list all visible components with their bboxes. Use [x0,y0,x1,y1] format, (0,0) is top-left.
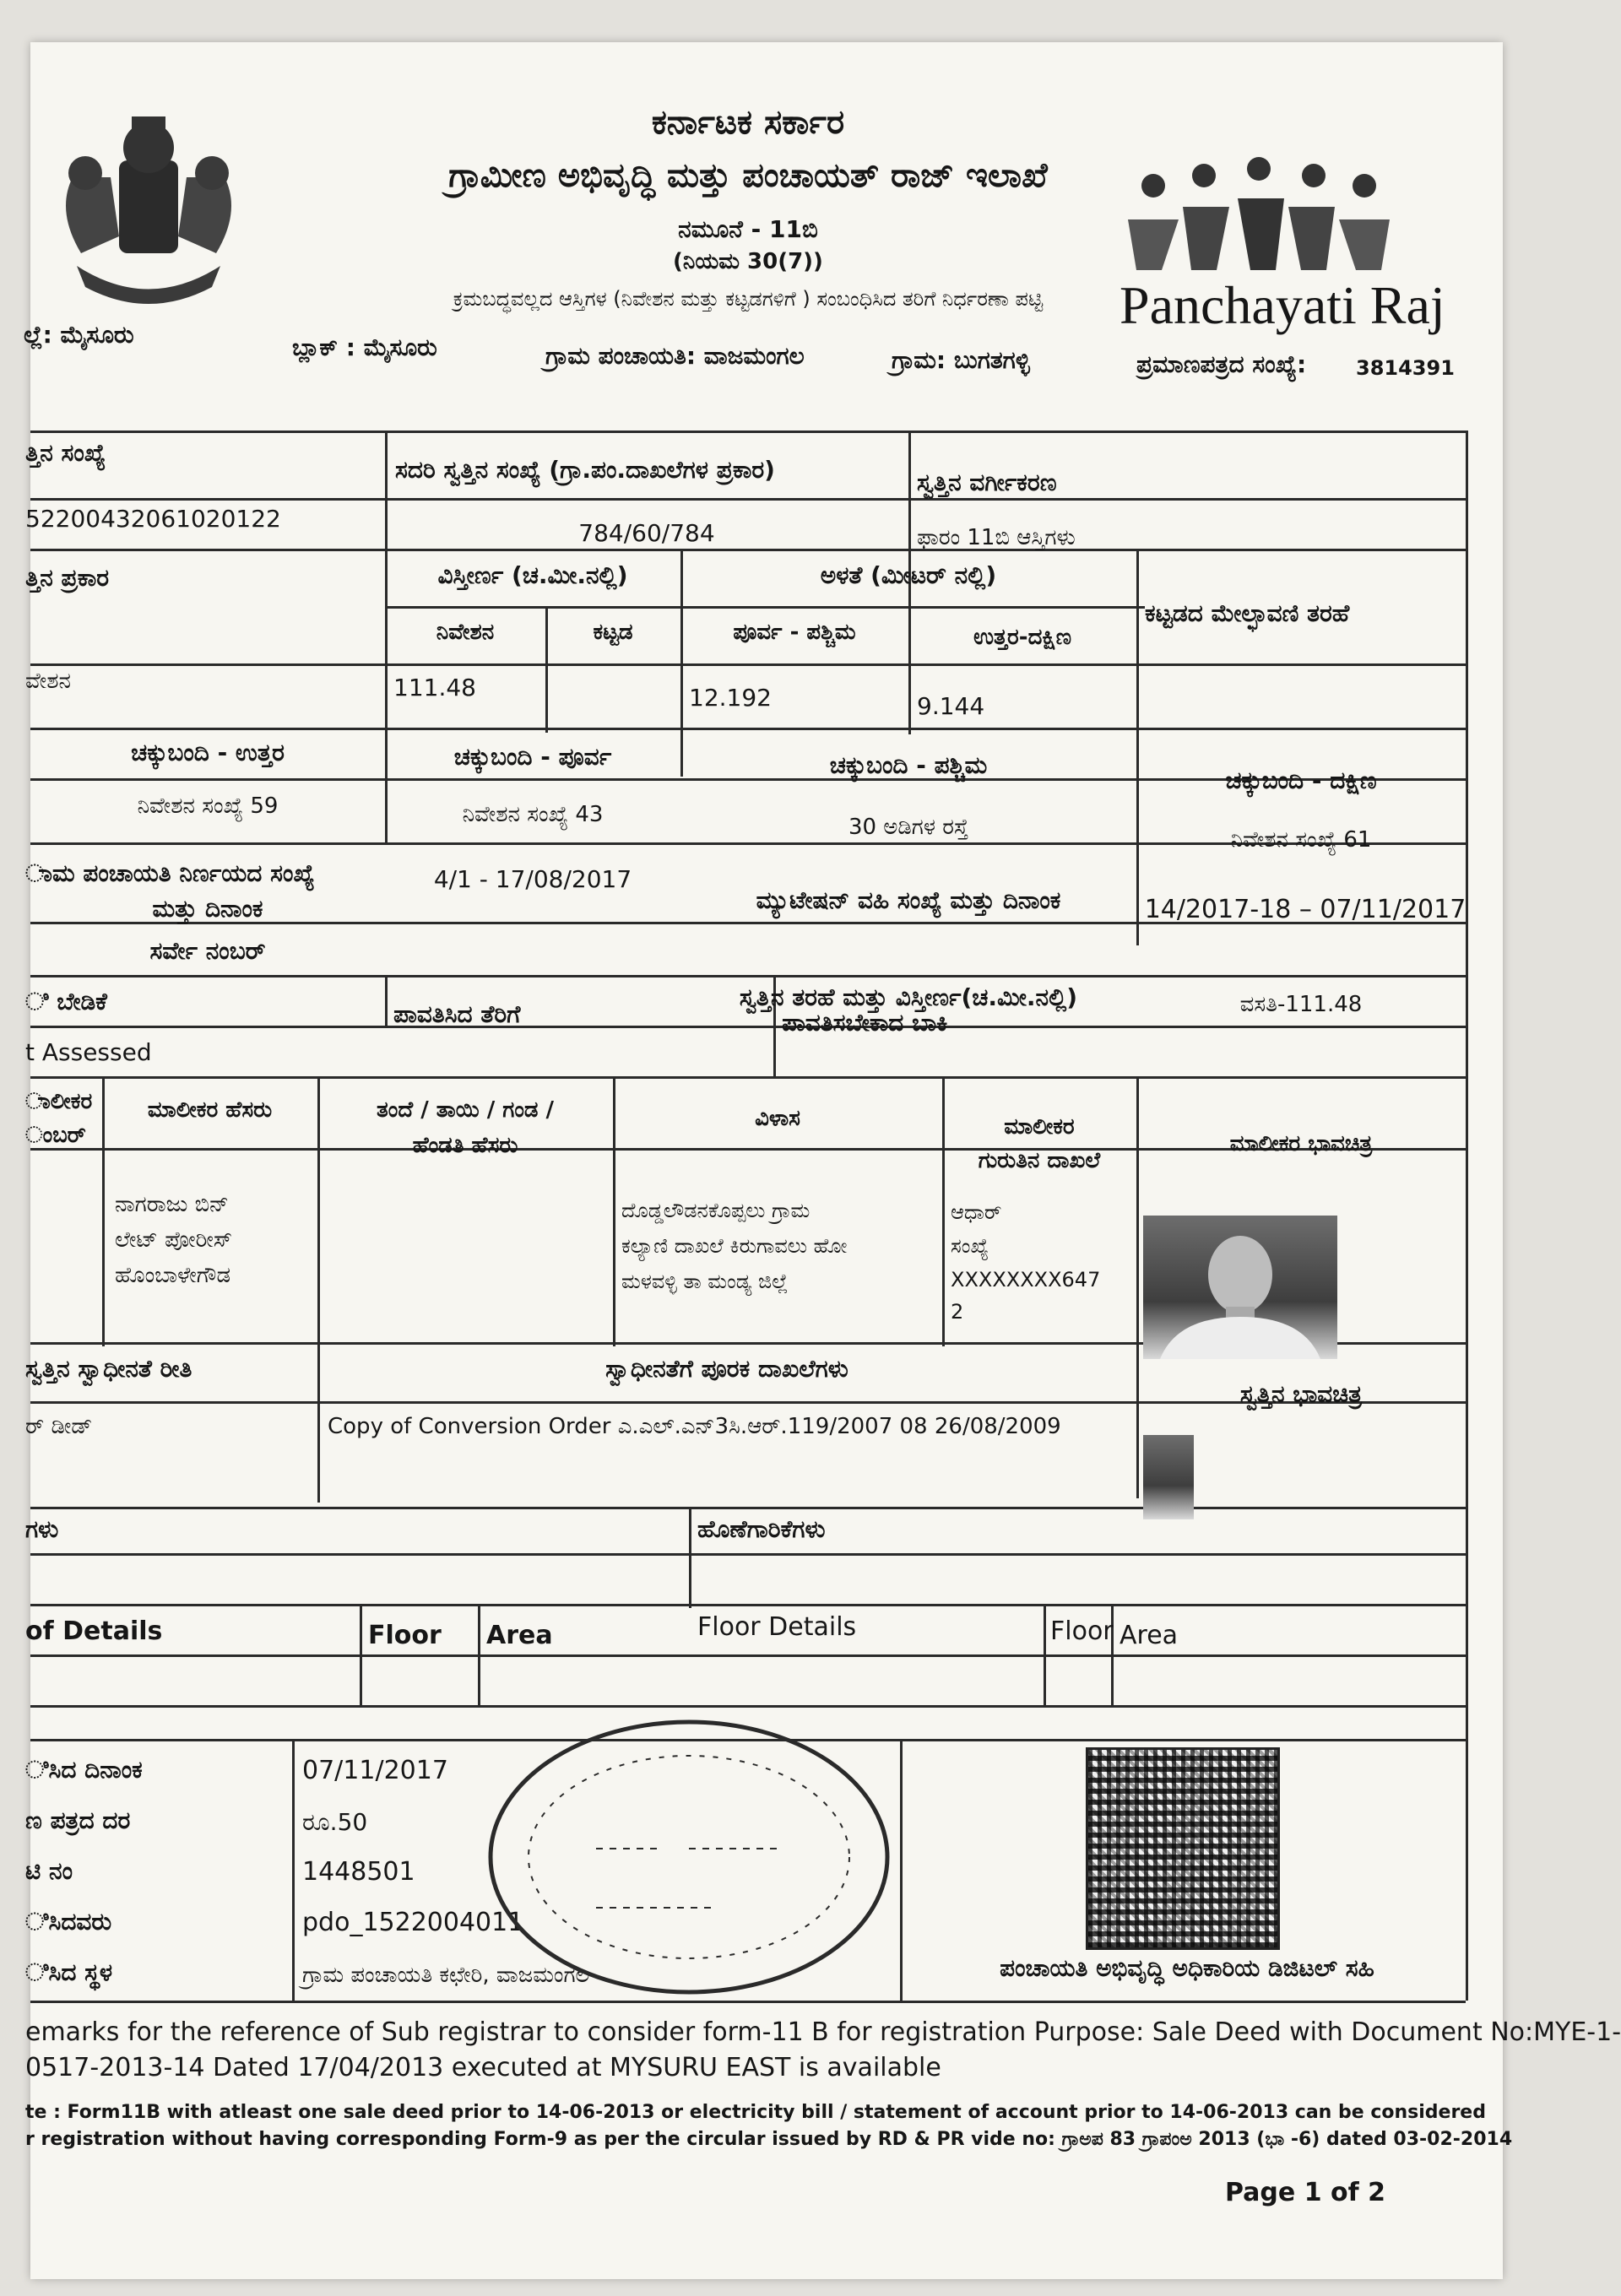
block: ಬ್ಲಾಕ್ : ಮೈಸೂರು [292,333,437,361]
resolution-label-2: ಮತ್ತು ದಿನಾಂಕ [152,895,263,923]
receipt-no-value: 1448501 [302,1857,415,1887]
owner-id-line-3: XXXXXXXX647 [951,1268,1101,1292]
gram-panchayat: ಗ್ರಾಮ ಪಂಚಾಯತಿ: ವಾಜಮಂಗಲ [545,342,805,370]
owner-id-line-2: ಸಂಖ್ಯೆ [951,1234,989,1258]
form-11b-sheet [24,42,1621,2279]
floor-right-area-header: Area [1120,1621,1179,1650]
issue-place-value: ಗ್ರಾಮ ಪಂಚಾಯತಿ ಕಛೇರಿ, ವಾಜಮಂಗಲ [302,1963,590,1988]
rights-label: ಗಳು [25,1515,59,1543]
area-building-label: ಕಟ್ಟಡ [593,620,633,645]
boundary-east-label: ಚಕ್ಕುಬಂದಿ - ಪೂರ್ವ [453,743,612,771]
remarks-line-1: emarks for the reference of Sub registrar to consider form-11 B for registration Purpose: Sale Deed with Document No:MYE-1- [25,2017,1621,2047]
issued-by-value: pdo_1522004011 [302,1908,524,1937]
nature-label: ಸ್ವತ್ತಿನ ತರಹೆ ಮತ್ತು ವಿಸ್ತೀರ್ಣ(ಚ.ಮೀ.ನಲ್ಲಿ) [739,983,1078,1011]
floor-right-floor-header: Floor [1050,1616,1114,1646]
qr-code-icon [1086,1747,1280,1950]
owner-parent-label: ತಂದೆ / ತಾಯಿ / ಗಂಡ / [377,1097,554,1123]
remarks-line-2: 0517-2013-14 Dated 17/04/2013 executed at MYSURU EAST is available [25,2053,941,2082]
acquisition-method-label: ಸ್ವತ್ತಿನ ಸ್ವಾಧೀನತೆ ರೀತಿ [25,1355,192,1383]
mutation-label: ಮ್ಯುಟೇಷನ್ ವಹಿ ಸಂಖ್ಯೆ ಮತ್ತು ದಿನಾಂಕ [756,886,1061,914]
north-south-value: 9.144 [917,692,985,720]
nature-value: ವಸತಿ-111.48 [1239,992,1363,1017]
survey-label: ಸರ್ವೇ ನಂಬರ್ [149,937,266,965]
form-name: ನಮೂನೆ - 11ಬಿ [678,215,818,243]
certificate-fee-value: ರೂ.50 [302,1808,368,1836]
sadari-value: 784/60/784 [578,519,715,547]
property-type-label: ತ್ತಿನ ಪ್ರಕಾರ [25,564,110,592]
area-site-label: ನಿವೇಶನ [436,620,495,645]
tax-paid-label: ಪಾವತಿಸಿದ ತೆರಿಗೆ [393,1000,521,1028]
floor-left-floor-header: Floor [368,1621,442,1650]
sadari-label: ಸದರಿ ಸ್ವತ್ತಿನ ಸಂಖ್ಯೆ (ಗ್ರಾ.ಪಂ.ದಾಖಲೆಗಳ ಪ್ರಕಾರ) [395,456,775,484]
north-south-label: ಉತ್ತರ-ದಕ್ಷಿಣ [973,625,1072,650]
district: ಲ್ಲೆ: ಮೈಸೂರು [24,321,134,349]
boundary-south-value: ನಿವೇಶನ ಸಂಖ್ಯೆ 61 [1230,827,1372,853]
certificate-label: ಪ್ರಮಾಣಪತ್ರದ ಸಂಖ್ಯೆ: [1136,350,1307,378]
govt-title: ಕರ್ನಾಟಕ ಸರ್ಕಾರ [651,103,845,142]
resolution-value: 4/1 - 17/08/2017 [433,865,632,893]
issued-by-label: ಿಸಿದವರು [25,1908,112,1936]
issue-date-value: 07/11/2017 [302,1756,448,1785]
person-icon [1143,1216,1337,1359]
boundary-west-label: ಚಕ್ಕುಬಂದಿ - ಪಶ್ಚಿಮ [829,751,988,779]
owner-id-label: ಮಾಲೀಕರ [1004,1114,1075,1140]
owner-id-line-1: ಆಧಾರ್ [951,1200,1002,1224]
dimension-label: ಅಳತೆ (ಮೀಟರ್ ನಲ್ಲಿ) [820,561,997,589]
classification-value: ಫಾರಂ 11ಬಿ ಆಸ್ತಿಗಳು [917,525,1076,550]
owner-address-line-2: ಕಲ್ಯಾಣಿ ದಾಖಲೆ ಕಿರುಗಾವಲು ಹೋ [621,1234,848,1258]
floor-details-right-title: Floor Details [697,1612,857,1642]
area-site-value: 111.48 [393,674,476,701]
boundary-south-label: ಚಕ್ಕುಬಂದಿ - ದಕ್ಷಿಣ [1225,766,1377,794]
property-photo-label: ಸ್ವತ್ತಿನ ಭಾವಚಿತ್ರ [1239,1380,1363,1408]
property-type-value: ವೇಶನ [25,669,71,694]
tax-due-label: ಪಾವತಿಸಬೇಕಾದ ಬಾಕಿ [782,1009,948,1037]
owner-name-line-1: ನಾಗರಾಜು ಬಿನ್ [115,1192,229,1217]
roof-type-label: ಕಟ್ಟಡದ ಮೇಲ್ಛಾವಣಿ ತರಹೆ [1145,599,1350,627]
tax-demand-label: ಿ ಬೇಡಿಕೆ [25,988,107,1015]
owner-no-label: ಾಲೀಕರ [25,1089,93,1114]
owner-no-label-2: ಂಬರ್ [25,1123,86,1148]
issue-place-label: ಿಸಿದ ಸ್ಥಳ [25,1958,113,1986]
owner-address-label: ವಿಳಾಸ [755,1106,800,1131]
form-subtitle: ಕ್ರಮಬದ್ಧವಲ್ಲದ ಆಸ್ತಿಗಳ (ನಿವೇಶನ ಮತ್ತು ಕಟ್ಟಡಗಳಿಗೆ ) ಸಂಬಂಧಿಸಿದ ತರಿಗೆ ನಿರ್ಧರಣಾ ಪಟ್ಟಿ [453,287,1044,311]
property-photo [1143,1435,1194,1519]
acquisition-method-value: ರ್ ಡೀಡ್ [25,1414,93,1439]
property-id-value: 52200432061020122 [25,505,281,533]
property-id-label: ತ್ತಿನ ಸಂಖ್ಯೆ [25,439,106,467]
form-rule: (ನಿಯಮ 30(7)) [673,249,823,274]
karnataka-emblem-icon [39,101,258,321]
panchayat-seal-stamp-icon [461,1697,917,2017]
digital-signature-label: ಪಂಚಾಯತಿ ಅಭಿವೃದ್ಧಿ ಅಧಿಕಾರಿಯ ಡಿಜಿಟಲ್ ಸಹಿ [1000,1954,1374,1982]
east-west-value: 12.192 [689,684,772,712]
assessment-status: t Assessed [25,1038,152,1066]
floor-details-left-title: of Details [25,1616,163,1646]
acquisition-docs-label: ಸ್ವಾಧೀನತೆಗೆ ಪೂರಕ ದಾಖಲೆಗಳು [605,1355,848,1383]
issue-date-label: ಿಸಿದ ದಿನಾಂಕ [25,1756,143,1784]
owner-address-line-3: ಮಳವಳ್ಳಿ ತಾ ಮಂಡ್ಯ ಜಿಲ್ಲೆ [621,1270,789,1293]
svg-text:ಸತ್ಯಮೇವ: ಸತ್ಯಮೇವ [119,264,178,285]
owner-address-line-1: ದೊಡ್ಡಲೌಡನಕೊಪ್ಪಲು ಗ್ರಾಮ [621,1199,810,1222]
acquisition-docs-value: Copy of Conversion Order ಎ.ಎಲ್.ಎನ್3ಸಿ.ಆರ್.119/2007 08 26/08/2009 [328,1414,1061,1439]
dept-title: ಗ್ರಾಮೀಣ ಅಭಿವೃದ್ಧಿ ಮತ್ತು ಪಂಚಾಯತ್ ರಾಜ್ ಇಲಾಖೆ [448,156,1048,195]
note-line-1: te : Form11B with atleast one sale deed prior to 14-06-2013 or electricity bill / statement of account prior to 14-06-2013 can be considered [25,2102,1486,2123]
note-line-2: r registration without having corresponding Form-9 as per the circular issued by RD & PR vide no: ಗ್ರಾಅಪ 83 ಗ್ರಾಪಂಅ 2013 (ಭಾ -6) dated 03-02-2014 [25,2129,1513,2150]
page-number: Page 1 of 2 [1225,2178,1385,2207]
boundary-north-value: ನಿವೇಶನ ಸಂಖ್ಯೆ 59 [137,793,279,819]
certificate-number: 3814391 [1356,356,1455,380]
owner-parent-label-2: ಹೆಂಡತಿ ಹೆಸರು [412,1133,518,1158]
area-label: ವಿಸ್ತೀರ್ಣ (ಚ.ಮೀ.ನಲ್ಲಿ) [437,561,628,589]
panchayati-raj-text: Panchayati Raj [1120,275,1445,335]
boundary-east-value: ನಿವೇಶನ ಸಂಖ್ಯೆ 43 [462,802,604,827]
east-west-label: ಪೂರ್ವ - ಪಶ್ಚಿಮ [733,620,856,645]
boundary-north-label: ಚಕ್ಕುಬಂದಿ - ಉತ್ತರ [131,739,285,766]
receipt-no-label: ಟಿ ನಂ [25,1857,73,1885]
mutation-value: 14/2017-18 – 07/11/2017 [1144,895,1466,924]
boundary-west-value: 30 ಅಡಿಗಳ ರಸ್ತೆ [848,815,969,840]
owner-name-line-3: ಹೊಂಬಾಳೇಗೌಡ [115,1263,231,1288]
owner-name-label: ಮಾಲೀಕರ ಹೆಸರು [147,1097,273,1123]
owner-photo-label: ಮಾಲೀಕರ ಭಾವಚಿತ್ರ [1229,1131,1373,1156]
owner-id-label-2: ಗುರುತಿನ ದಾಖಲೆ [978,1148,1101,1173]
liabilities-label: ಹೊಣೆಗಾರಿಕೆಗಳು [697,1515,826,1543]
floor-left-area-header: Area [486,1621,553,1650]
certificate-fee-label: ಣ ಪತ್ರದ ದರ [25,1806,131,1834]
owner-photo [1143,1216,1337,1359]
village: ಗ್ರಾಮ: ಬುಗತಗಳ್ಳಿ [892,346,1030,374]
classification-label: ಸ್ವತ್ತಿನ ವರ್ಗೀಕರಣ [917,468,1057,496]
resolution-label: ಾಮ ಪಂಚಾಯತಿ ನಿರ್ಣಯದ ಸಂಖ್ಯೆ [25,859,315,887]
owner-id-line-4: 2 [951,1300,964,1324]
owner-name-line-2: ಲೇಟ್ ಪೋರೀಸ್ [115,1227,233,1253]
